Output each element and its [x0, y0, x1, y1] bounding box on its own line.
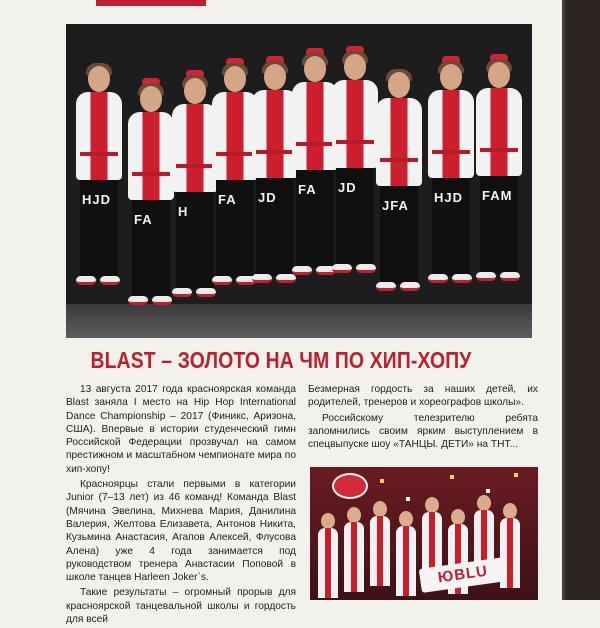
article-column-left [66, 383, 296, 628]
pants-print: HJD [434, 190, 464, 205]
pants-print: H [178, 204, 189, 219]
pants-print: FA [134, 212, 153, 227]
pants-print: JD [338, 180, 357, 195]
championship-logo [332, 473, 368, 499]
article-paragraph: Красноярцы стали первыми в категории Junior (7–13 лет) из 46 команд! Команда Blast (Мячина Эвелина, Михнева Мария, Данилина Валерия, Желтова Елизавета, Антонов Никита, Кузьмина Анастасия, Агапов Алексей, Флусова Алена) уже 4 года занимается под руководством тренера Анастасии Поповой в школе танцев Harleen Joker`s. [66, 479, 296, 584]
article-paragraph: Безмерная гордость за наших детей, их родителей, тренеров и хореографов школы». [308, 384, 538, 409]
pants-print: JD [258, 190, 277, 205]
article-paragraph: Российскому телезрителю ребята запомнились своим ярким выступлением в спецвыпуске шоу «ТАНЦЫ. ДЕТИ» на ТНТ... [308, 412, 538, 451]
stage-floor [66, 304, 532, 338]
banner-text: ЮBLU [436, 562, 490, 587]
pants-print: HJD [82, 192, 112, 207]
team-photo [66, 24, 532, 338]
celebration-photo [310, 467, 538, 600]
page-edge-strip [562, 0, 600, 600]
article-headline: BLAST – ЗОЛОТО НА ЧМ ПО ХИП-ХОПУ [90, 347, 472, 373]
article-paragraph: Такие результаты – огромный прорыв для красноярской танцевальной школы и гордость для всей [66, 587, 296, 626]
section-tab [96, 0, 206, 6]
article-paragraph: 13 августа 2017 года красноярская команда Blast заняла I место на Hip Hop International Dance Championship – 2017 (Финикс, Аризона, США). Впервые в истории студенческий гимн Российской Федерации прозвучал на самом престижном и масштабном чемпионате мира по хип-хопу! [66, 384, 296, 475]
pants-print: FAM [482, 188, 513, 203]
article-column-right [308, 383, 538, 453]
pants-print: JFA [382, 198, 409, 213]
pants-print: FA [218, 192, 237, 207]
pants-print: FA [298, 182, 317, 197]
